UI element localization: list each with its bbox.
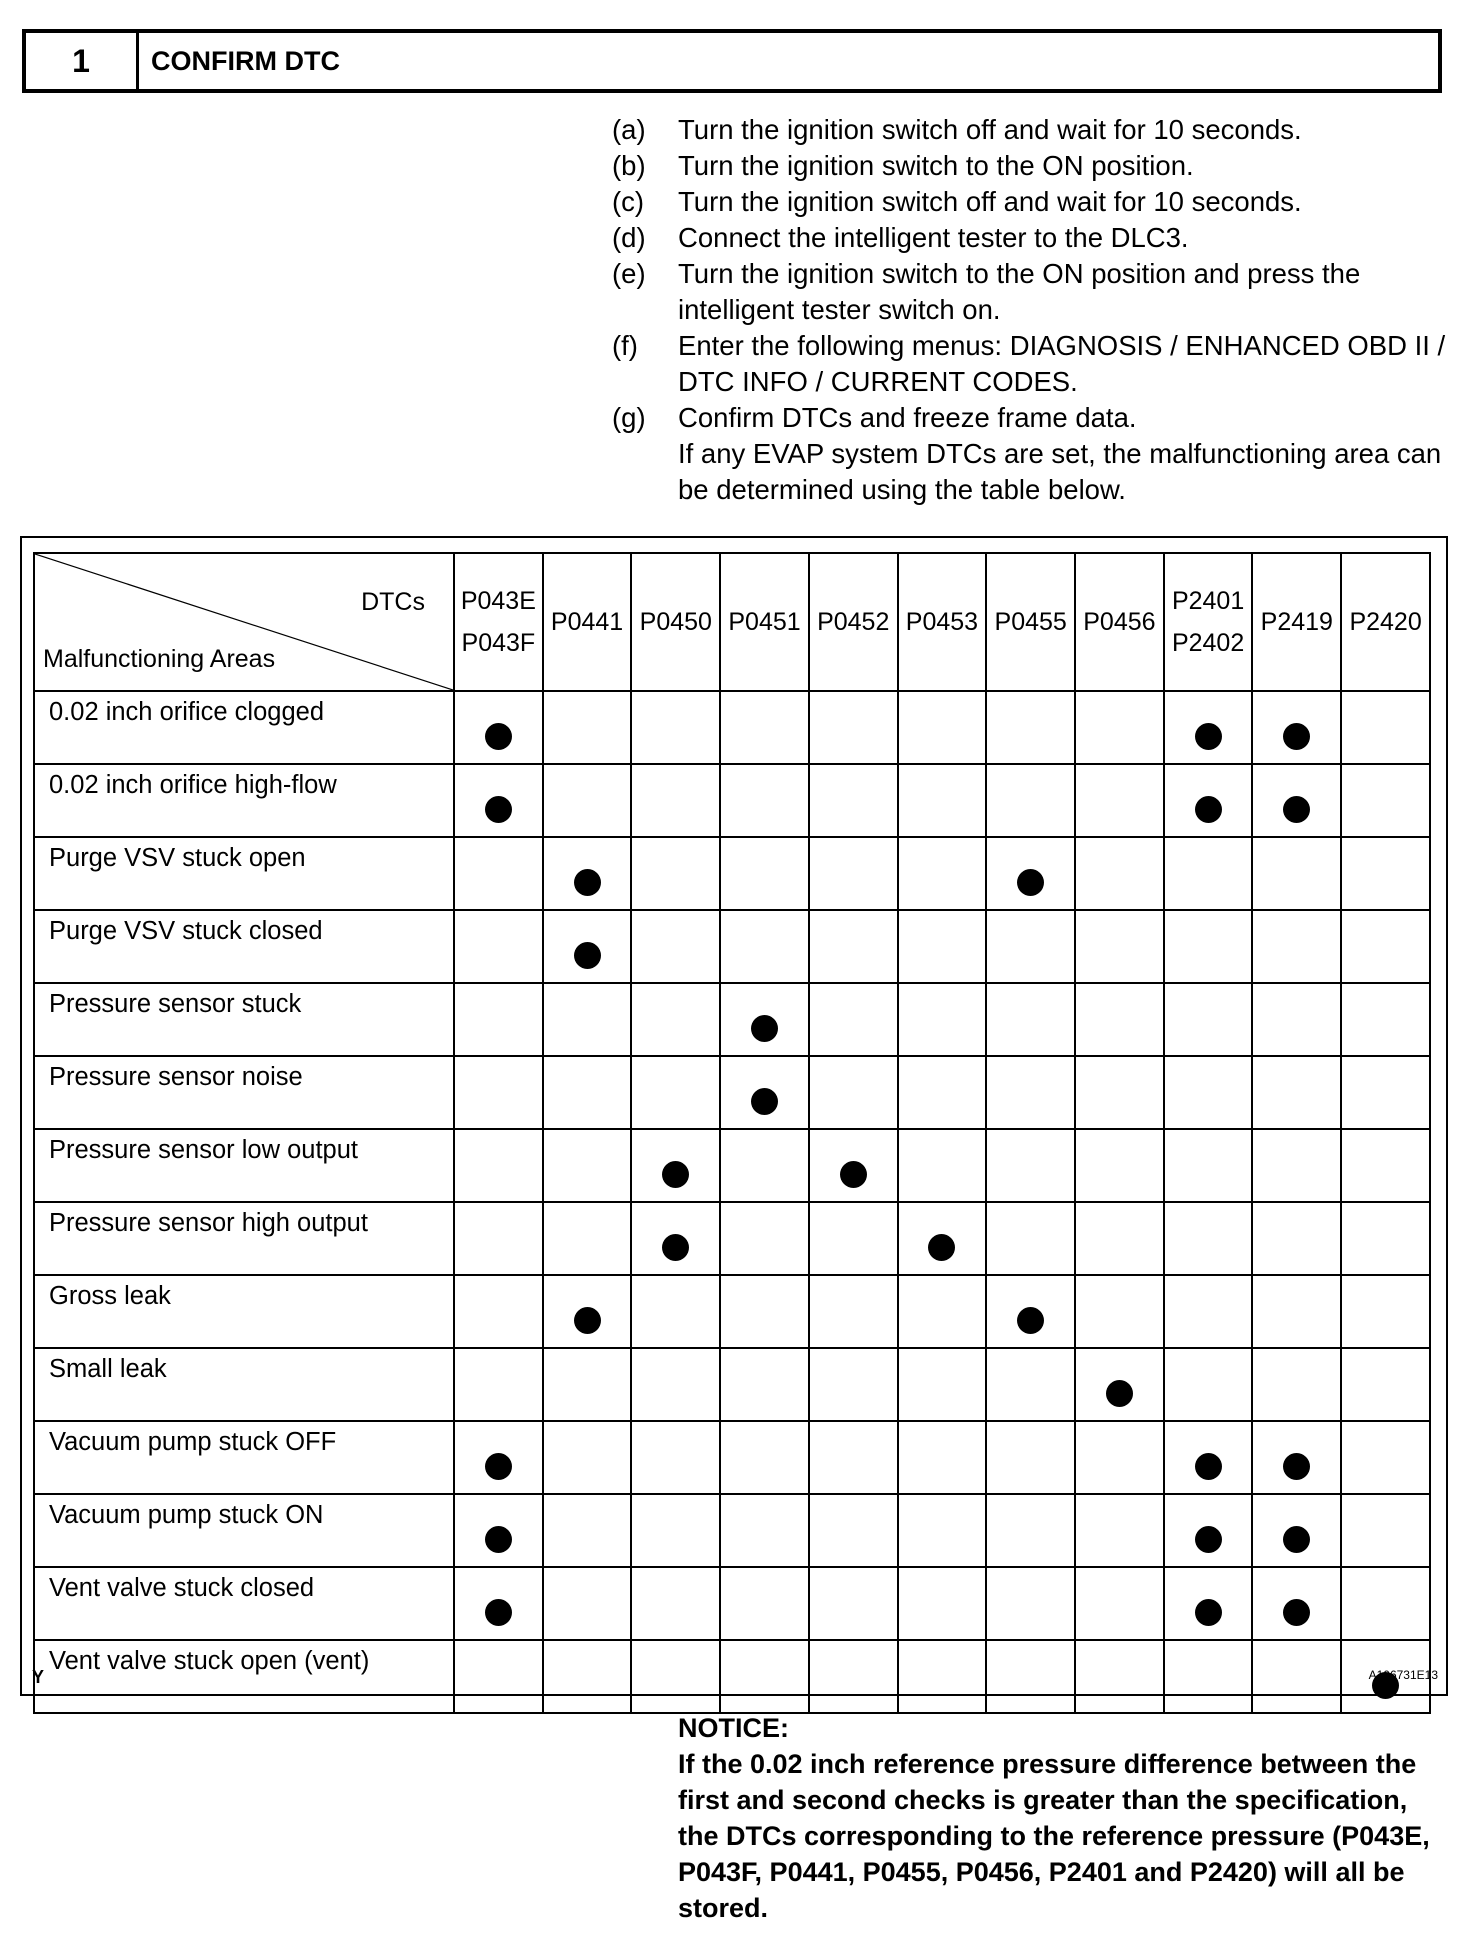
matrix-cell: [543, 1275, 632, 1348]
applicable-dot-icon: [574, 942, 601, 969]
matrix-cell: [720, 1056, 809, 1129]
instruction-item: [612, 256, 1452, 328]
figure-mark: Y: [32, 1667, 45, 1687]
applicable-dot-icon: [928, 1234, 955, 1261]
matrix-cell: [1164, 764, 1253, 837]
applicable-dot-icon: [1017, 1307, 1044, 1334]
notice-block: [678, 1710, 1448, 1926]
matrix-cell: [1252, 1056, 1341, 1129]
matrix-cell: [809, 1275, 898, 1348]
matrix-cell: [543, 1348, 632, 1421]
matrix-cell: [543, 764, 632, 837]
applicable-dot-icon: [485, 1599, 512, 1626]
matrix-cell: [898, 1421, 987, 1494]
matrix-cell: [1164, 1056, 1253, 1129]
malfunction-area-label: Vent valve stuck open (vent): [34, 1640, 454, 1713]
column-header-p0456: [1075, 553, 1164, 691]
dtc-matrix-table: [33, 552, 1431, 1714]
matrix-cell: [543, 1202, 632, 1275]
matrix-cell: [809, 1129, 898, 1202]
matrix-cell: [543, 1129, 632, 1202]
malfunction-area-label: Pressure sensor stuck: [34, 983, 454, 1056]
table-row: [34, 1348, 1430, 1421]
column-header-p043e-p043f: [454, 553, 543, 691]
instruction-text: Confirm DTCs and freeze frame data.: [678, 402, 1137, 433]
instruction-letter: (a): [612, 114, 646, 145]
dtc-code: P0453: [905, 608, 979, 636]
matrix-cell: [1341, 1348, 1430, 1421]
matrix-cell: [720, 1202, 809, 1275]
matrix-cell: [1075, 1129, 1164, 1202]
instruction-letter: [612, 436, 678, 508]
matrix-cell: [986, 1275, 1075, 1348]
matrix-cell: [720, 1640, 809, 1713]
dtc-code: P2401: [1171, 587, 1245, 615]
matrix-cell: [986, 691, 1075, 764]
matrix-cell: [809, 1056, 898, 1129]
matrix-cell: [631, 1129, 720, 1202]
instruction-item: [612, 220, 1452, 256]
matrix-cell: [1164, 691, 1253, 764]
instruction-text: Turn the ignition switch to the ON position.: [678, 150, 1194, 181]
matrix-cell: [1075, 1348, 1164, 1421]
dtc-code: P2420: [1349, 608, 1422, 636]
matrix-cell: [809, 691, 898, 764]
matrix-cell: [631, 1421, 720, 1494]
matrix-cell: [1075, 910, 1164, 983]
matrix-cell: [1252, 1348, 1341, 1421]
table-row: [34, 1567, 1430, 1640]
dtc-code: P0455: [994, 608, 1067, 636]
matrix-cell: [898, 1348, 987, 1421]
matrix-cell: [1075, 1202, 1164, 1275]
applicable-dot-icon: [485, 1526, 512, 1553]
matrix-cell: [898, 983, 987, 1056]
instruction-text: If any EVAP system DTCs are set, the malfunctioning area can be determined using the table below.: [678, 438, 1442, 505]
applicable-dot-icon: [840, 1161, 867, 1188]
instruction-item: [612, 400, 1452, 436]
matrix-cell: [720, 837, 809, 910]
malfunction-area-label: Vacuum pump stuck ON: [34, 1494, 454, 1567]
matrix-cell: [986, 1056, 1075, 1129]
matrix-cell: [1252, 1421, 1341, 1494]
matrix-cell: [809, 910, 898, 983]
matrix-cell: [898, 1129, 987, 1202]
instruction-item: [612, 328, 1452, 400]
applicable-dot-icon: [751, 1015, 778, 1042]
matrix-cell: [454, 764, 543, 837]
instruction-text: Turn the ignition switch off and wait for 10 seconds.: [678, 186, 1302, 217]
matrix-cell: [898, 837, 987, 910]
table-corner-header: [34, 553, 454, 691]
matrix-cell: [1341, 1056, 1430, 1129]
matrix-cell: [1075, 1056, 1164, 1129]
matrix-cell: [1075, 837, 1164, 910]
applicable-dot-icon: [485, 796, 512, 823]
matrix-cell: [898, 1494, 987, 1567]
matrix-cell: [631, 1275, 720, 1348]
malfunction-area-label: Pressure sensor high output: [34, 1202, 454, 1275]
matrix-cell: [543, 1567, 632, 1640]
instruction-letter: (b): [612, 150, 646, 181]
malfunction-area-label: Vent valve stuck closed: [34, 1567, 454, 1640]
matrix-cell: [809, 983, 898, 1056]
matrix-cell: [1164, 1421, 1253, 1494]
matrix-cell: [543, 1640, 632, 1713]
matrix-cell: [1252, 1567, 1341, 1640]
applicable-dot-icon: [1283, 1453, 1310, 1480]
column-header-p0453: [898, 553, 987, 691]
matrix-cell: [1164, 1202, 1253, 1275]
table-row: [34, 1202, 1430, 1275]
instruction-letter: (c): [612, 186, 645, 217]
matrix-cell: [454, 1275, 543, 1348]
matrix-cell: [898, 1202, 987, 1275]
matrix-cell: [1252, 1129, 1341, 1202]
instruction-item: [612, 112, 1452, 148]
malfunction-area-label: Small leak: [34, 1348, 454, 1421]
applicable-dot-icon: [1195, 1453, 1222, 1480]
table-row: [34, 764, 1430, 837]
matrix-cell: [631, 1640, 720, 1713]
matrix-cell: [454, 1421, 543, 1494]
instruction-letter: (e): [612, 258, 646, 289]
matrix-cell: [898, 910, 987, 983]
matrix-cell: [1341, 764, 1430, 837]
matrix-cell: [720, 691, 809, 764]
column-header-p2420: [1341, 553, 1430, 691]
matrix-cell: [986, 1567, 1075, 1640]
dtc-code: P2402: [1171, 629, 1245, 657]
matrix-cell: [1075, 1567, 1164, 1640]
column-header-p0451: [720, 553, 809, 691]
matrix-cell: [809, 837, 898, 910]
table-row: [34, 1640, 1430, 1713]
column-header-p0441: [543, 553, 632, 691]
matrix-cell: [454, 1202, 543, 1275]
matrix-cell: [720, 983, 809, 1056]
matrix-cell: [986, 983, 1075, 1056]
malfunction-area-label: 0.02 inch orifice high-flow: [34, 764, 454, 837]
matrix-cell: [986, 1640, 1075, 1713]
matrix-cell: [1164, 1348, 1253, 1421]
malfunction-area-label: Purge VSV stuck open: [34, 837, 454, 910]
malfunction-area-label: Gross leak: [34, 1275, 454, 1348]
matrix-cell: [1252, 837, 1341, 910]
applicable-dot-icon: [1017, 869, 1044, 896]
matrix-cell: [720, 910, 809, 983]
matrix-cell: [1341, 910, 1430, 983]
column-header-p2401-p2402: [1164, 553, 1253, 691]
matrix-cell: [986, 764, 1075, 837]
matrix-cell: [631, 837, 720, 910]
matrix-cell: [1341, 1129, 1430, 1202]
matrix-cell: [543, 691, 632, 764]
matrix-cell: [631, 764, 720, 837]
step-title: CONFIRM DTC: [151, 45, 340, 76]
column-header-p0450: [631, 553, 720, 691]
matrix-cell: [631, 1567, 720, 1640]
dtc-code: P2419: [1260, 608, 1333, 636]
matrix-cell: [720, 1275, 809, 1348]
applicable-dot-icon: [1283, 796, 1310, 823]
instruction-letter: (f): [612, 330, 638, 361]
step-header: [22, 29, 1442, 93]
applicable-dot-icon: [1195, 723, 1222, 750]
corner-label-areas: Malfunctioning Areas: [43, 645, 276, 673]
matrix-cell: [1341, 1494, 1430, 1567]
instruction-list: [612, 112, 1452, 508]
matrix-cell: [986, 910, 1075, 983]
matrix-cell: [898, 1275, 987, 1348]
matrix-cell: [720, 764, 809, 837]
matrix-cell: [631, 983, 720, 1056]
corner-label-dtcs: DTCs: [361, 588, 425, 616]
matrix-cell: [898, 1567, 987, 1640]
matrix-cell: [631, 691, 720, 764]
matrix-cell: [1164, 837, 1253, 910]
dtc-matrix-figure: [20, 536, 1448, 1696]
instruction-text: Turn the ignition switch off and wait for 10 seconds.: [678, 114, 1302, 145]
table-row: [34, 1421, 1430, 1494]
matrix-cell: [454, 1348, 543, 1421]
matrix-cell: [1252, 764, 1341, 837]
matrix-cell: [809, 1421, 898, 1494]
table-row: [34, 1129, 1430, 1202]
applicable-dot-icon: [574, 1307, 601, 1334]
matrix-cell: [1252, 1202, 1341, 1275]
matrix-cell: [986, 1129, 1075, 1202]
matrix-cell: [631, 1056, 720, 1129]
matrix-cell: [720, 1567, 809, 1640]
matrix-cell: [1164, 1494, 1253, 1567]
table-row: [34, 983, 1430, 1056]
matrix-cell: [898, 691, 987, 764]
matrix-cell: [1075, 1640, 1164, 1713]
matrix-cell: [1075, 1494, 1164, 1567]
matrix-cell: [454, 1640, 543, 1713]
step-number: 1: [26, 33, 139, 89]
applicable-dot-icon: [751, 1088, 778, 1115]
matrix-cell: [986, 1202, 1075, 1275]
matrix-cell: [1164, 1129, 1253, 1202]
table-header-row: [34, 553, 1430, 691]
dtc-code: P043E: [460, 587, 536, 615]
applicable-dot-icon: [1195, 796, 1222, 823]
matrix-cell: [631, 1202, 720, 1275]
table-row: [34, 1275, 1430, 1348]
applicable-dot-icon: [485, 1453, 512, 1480]
matrix-cell: [1341, 1275, 1430, 1348]
instruction-text: Enter the following menus: DIAGNOSIS / ENHANCED OBD II / DTC INFO / CURRENT CODES.: [678, 330, 1446, 397]
column-header-p2419: [1252, 553, 1341, 691]
instruction-letter: (d): [612, 222, 646, 253]
matrix-cell: [898, 1056, 987, 1129]
matrix-cell: [809, 1640, 898, 1713]
matrix-cell: [809, 1567, 898, 1640]
matrix-cell: [986, 1421, 1075, 1494]
matrix-cell: [986, 837, 1075, 910]
applicable-dot-icon: [485, 723, 512, 750]
instruction-item: [612, 436, 1452, 508]
matrix-cell: [454, 983, 543, 1056]
matrix-cell: [543, 1421, 632, 1494]
matrix-cell: [1341, 1421, 1430, 1494]
notice-text: If the 0.02 inch reference pressure difference between the first and second checks is greater than the specification, the DTCs corresponding to the reference pressure (P043E, P043F, P0441, P0455, P0456, P2401 and P2420) will all be stored.: [678, 1749, 1430, 1923]
table-row: [34, 1056, 1430, 1129]
malfunction-area-label: Pressure sensor low output: [34, 1129, 454, 1202]
instruction-text: Turn the ignition switch to the ON position and press the intelligent tester switch on.: [678, 258, 1361, 325]
matrix-cell: [1341, 837, 1430, 910]
applicable-dot-icon: [1283, 723, 1310, 750]
applicable-dot-icon: [1283, 1526, 1310, 1553]
matrix-cell: [454, 691, 543, 764]
matrix-cell: [1252, 1275, 1341, 1348]
dtc-code: P0450: [639, 608, 712, 636]
matrix-cell: [1252, 910, 1341, 983]
matrix-cell: [898, 1640, 987, 1713]
instruction-letter: (g): [612, 402, 646, 433]
matrix-cell: [720, 1348, 809, 1421]
matrix-cell: [454, 1494, 543, 1567]
matrix-cell: [1341, 1202, 1430, 1275]
matrix-cell: [631, 1494, 720, 1567]
matrix-cell: [720, 1494, 809, 1567]
malfunction-area-label: Pressure sensor noise: [34, 1056, 454, 1129]
matrix-cell: [1075, 983, 1164, 1056]
matrix-cell: [1341, 983, 1430, 1056]
matrix-cell: [454, 1567, 543, 1640]
matrix-cell: [454, 1056, 543, 1129]
dtc-code: P0452: [817, 608, 890, 636]
matrix-cell: [809, 1494, 898, 1567]
matrix-cell: [986, 1348, 1075, 1421]
matrix-cell: [454, 1129, 543, 1202]
instruction-item: [612, 148, 1452, 184]
applicable-dot-icon: [662, 1161, 689, 1188]
applicable-dot-icon: [1195, 1526, 1222, 1553]
matrix-cell: [543, 910, 632, 983]
matrix-cell: [720, 1129, 809, 1202]
applicable-dot-icon: [1283, 1599, 1310, 1626]
dtc-code: P043F: [461, 629, 536, 657]
column-header-p0455: [986, 553, 1075, 691]
matrix-cell: [454, 910, 543, 983]
matrix-cell: [809, 1202, 898, 1275]
matrix-cell: [898, 764, 987, 837]
matrix-cell: [543, 1494, 632, 1567]
column-header-p0452: [809, 553, 898, 691]
matrix-cell: [1164, 910, 1253, 983]
instruction-item: [612, 184, 1452, 220]
applicable-dot-icon: [662, 1234, 689, 1261]
matrix-cell: [1341, 1567, 1430, 1640]
dtc-code: P0456: [1083, 608, 1156, 636]
applicable-dot-icon: [1195, 1599, 1222, 1626]
matrix-cell: [720, 1421, 809, 1494]
matrix-cell: [1252, 691, 1341, 764]
matrix-cell: [1164, 1567, 1253, 1640]
malfunction-area-label: Vacuum pump stuck OFF: [34, 1421, 454, 1494]
dtc-code: P0451: [728, 608, 801, 636]
matrix-cell: [1341, 691, 1430, 764]
matrix-cell: [1075, 1275, 1164, 1348]
table-row: [34, 910, 1430, 983]
matrix-cell: [1164, 983, 1253, 1056]
matrix-cell: [986, 1494, 1075, 1567]
matrix-cell: [1075, 764, 1164, 837]
table-row: [34, 1494, 1430, 1567]
matrix-cell: [809, 1348, 898, 1421]
instruction-text: Connect the intelligent tester to the DLC3.: [678, 222, 1189, 253]
matrix-cell: [631, 910, 720, 983]
matrix-cell: [809, 764, 898, 837]
applicable-dot-icon: [574, 869, 601, 896]
table-row: [34, 837, 1430, 910]
matrix-cell: [1252, 983, 1341, 1056]
malfunction-area-label: Purge VSV stuck closed: [34, 910, 454, 983]
matrix-cell: [631, 1348, 720, 1421]
matrix-cell: [1252, 1640, 1341, 1713]
matrix-cell: [1075, 1421, 1164, 1494]
matrix-cell: [1252, 1494, 1341, 1567]
figure-id: A106731E13: [1368, 1668, 1438, 1682]
matrix-cell: [543, 837, 632, 910]
matrix-cell: [1164, 1275, 1253, 1348]
applicable-dot-icon: [1106, 1380, 1133, 1407]
matrix-cell: [543, 1056, 632, 1129]
dtc-code: P0441: [550, 608, 624, 636]
matrix-cell: [1075, 691, 1164, 764]
notice-heading: NOTICE:: [678, 1713, 789, 1743]
matrix-cell: [543, 983, 632, 1056]
malfunction-area-label: 0.02 inch orifice clogged: [34, 691, 454, 764]
matrix-cell: [454, 837, 543, 910]
table-row: [34, 691, 1430, 764]
matrix-cell: [1164, 1640, 1253, 1713]
